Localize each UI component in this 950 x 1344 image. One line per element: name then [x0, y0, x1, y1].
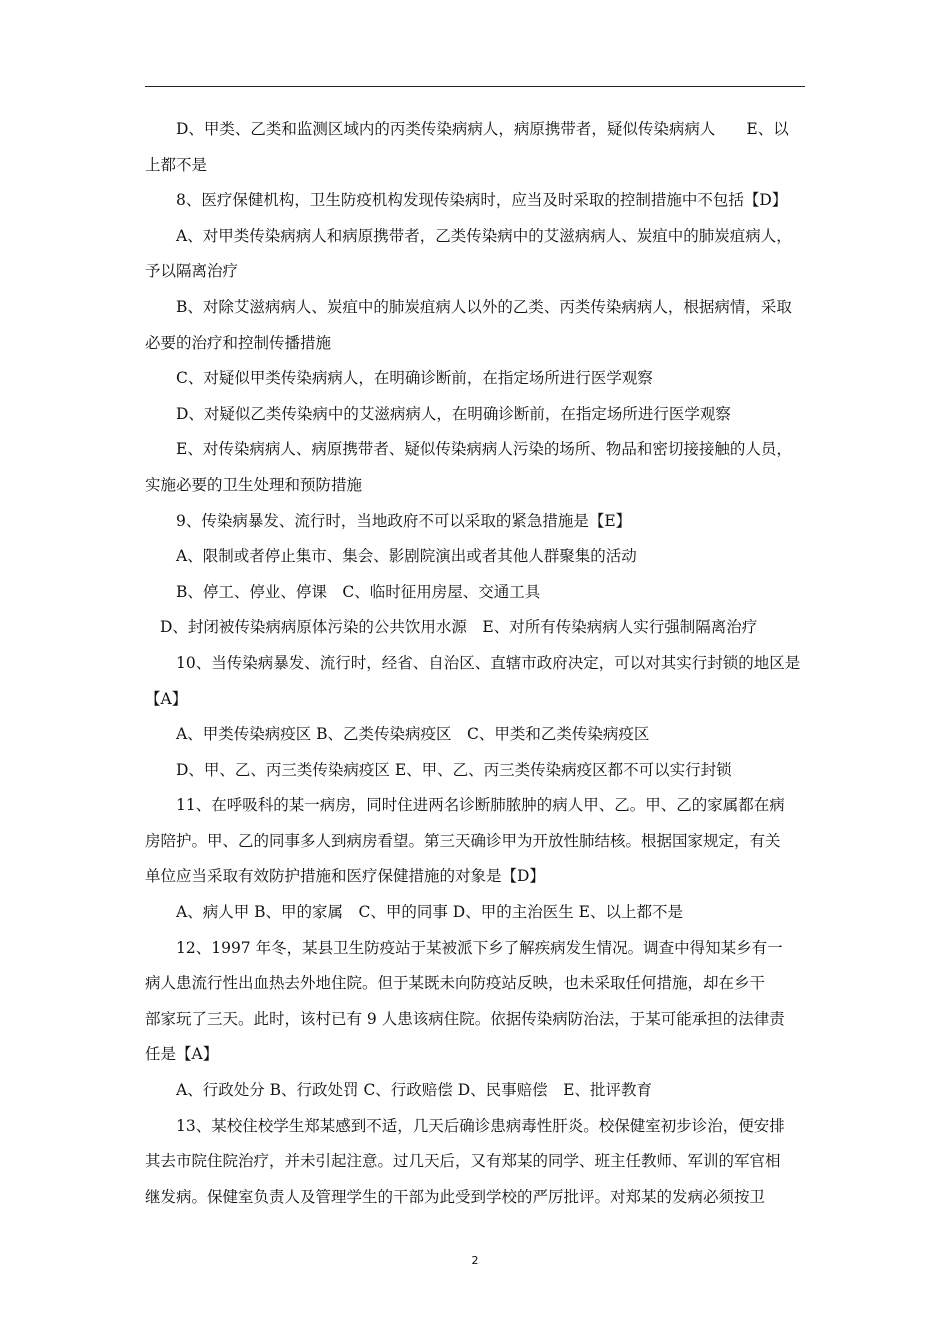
text-line: 任是【A】 — [145, 1045, 219, 1064]
page-number: 2 — [471, 1254, 479, 1267]
text-line: A、病人甲 B、甲的家属 C、甲的同事 D、甲的主治医生 E、以上都不是 — [176, 903, 683, 922]
text-line: 12、1997 年冬，某县卫生防疫站于某被派下乡了解疾病发生情况。调查中得知某乡有一 — [176, 938, 783, 957]
text-line: B、停工、停业、停课 C、临时征用房屋、交通工具 — [176, 582, 541, 601]
text-line: 8、医疗保健机构，卫生防疫机构发现传染病时，应当及时采取的控制措施中不包括【D】 — [176, 191, 788, 210]
header-rule — [145, 86, 805, 87]
text-line: 房陪护。甲、乙的同事多人到病房看望。第三天确诊甲为开放性肺结核。根据国家规定，有关 — [145, 831, 781, 850]
text-line: 继发病。保健室负责人及管理学生的干部为此受到学校的严厉批评。对郑某的发病必须按卫 — [145, 1187, 766, 1206]
text-line: A、甲类传染病疫区 B、乙类传染病疫区 C、甲类和乙类传染病疫区 — [176, 725, 650, 744]
text-line: E、对传染病病人、病原携带者、疑似传染病病人污染的场所、物品和密切接接触的人员， — [176, 440, 792, 459]
text-line: 实施必要的卫生处理和预防措施 — [145, 475, 363, 494]
text-line: 上都不是 — [145, 155, 208, 174]
text-line: C、对疑似甲类传染病病人，在明确诊断前，在指定场所进行医学观察 — [176, 369, 653, 388]
text-line: A、限制或者停止集市、集会、影剧院演出或者其他人群聚集的活动 — [176, 547, 637, 566]
text-line: D、对疑似乙类传染病中的艾滋病病人，在明确诊断前，在指定场所进行医学观察 — [176, 404, 731, 423]
document-body — [145, 112, 809, 1215]
text-line: 必要的治疗和控制传播措施 — [145, 333, 332, 352]
text-line: D、封闭被传染病病原体污染的公共饮用水源 E、对所有传染病病人实行强制隔离治疗 — [160, 618, 758, 637]
text-line: 病人患流行性出血热去外地住院。但于某既未向防疫站反映，也未采取任何措施，却在乡干 — [145, 974, 766, 993]
text-line: 予以隔离治疗 — [145, 262, 239, 281]
text-line: 【A】 — [145, 689, 188, 708]
text-line: 其去市院住院治疗，并未引起注意。过几天后，又有郑某的同学、班主任教师、军训的军官相 — [145, 1152, 781, 1171]
text-line: 11、在呼吸科的某一病房，同时住进两名诊断肺脓肿的病人甲、乙。甲、乙的家属都在病 — [176, 796, 785, 815]
text-line: A、对甲类传染病病人和病原携带者，乙类传染病中的艾滋病病人、炭疽中的肺炭疽病人， — [176, 226, 792, 245]
text-line: A、行政处分 B、行政处罚 C、行政赔偿 D、民事赔偿 E、批评教育 — [176, 1081, 652, 1100]
text-line: 9、传染病暴发、流行时，当地政府不可以采取的紧急措施是【E】 — [176, 511, 632, 530]
text-line: 部家玩了三天。此时，该村已有 9 人患该病住院。依据传染病防治法，于某可能承担的法律责 — [145, 1009, 785, 1028]
text-line: D、甲类、乙类和监测区域内的丙类传染病病人，病原携带者，疑似传染病病人 E、以 — [176, 120, 789, 138]
text-line: D、甲、乙、丙三类传染病疫区 E、甲、乙、丙三类传染病疫区都不可以实行封锁 — [176, 760, 732, 779]
text-line: 单位应当采取有效防护措施和医疗保健措施的对象是【D】 — [145, 867, 545, 886]
text-line: 10、当传染病暴发、流行时，经省、自治区、直辖市政府决定，可以对其实行封锁的地区是 — [176, 653, 801, 672]
text-line: B、对除艾滋病病人、炭疽中的肺炭疽病人以外的乙类、丙类传染病病人，根据病情，采取 — [176, 297, 792, 316]
text-line: 13、某校住校学生郑某感到不适，几天后确诊患病毒性肝炎。校保健室初步诊治，便安排 — [176, 1116, 785, 1135]
